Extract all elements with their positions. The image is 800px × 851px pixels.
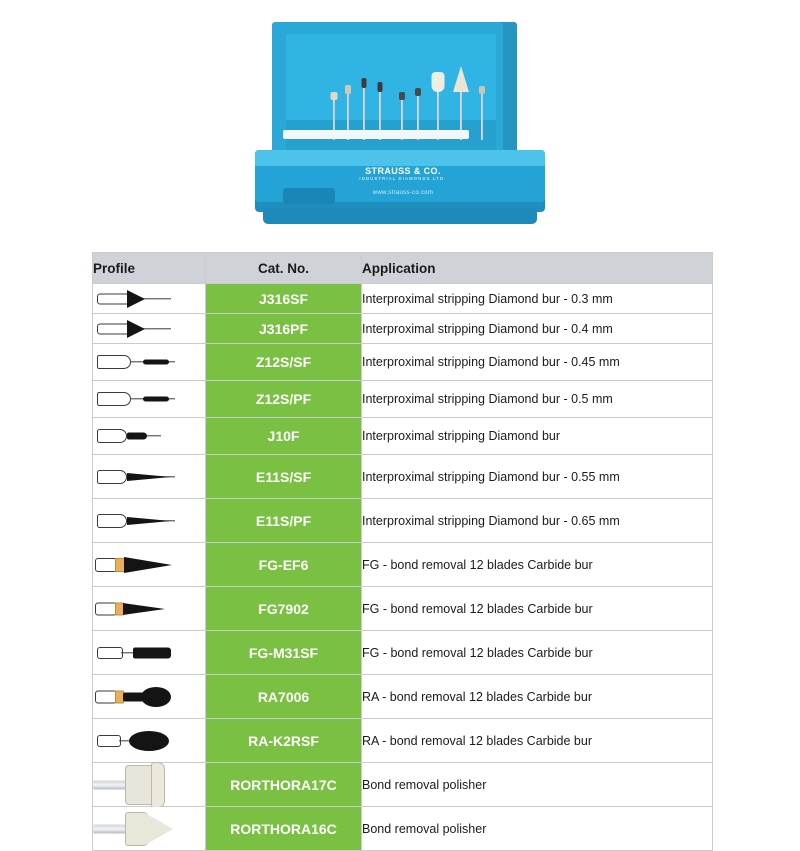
application-cell: RA - bond removal 12 blades Carbide bur xyxy=(362,719,713,763)
brand-logo xyxy=(343,166,463,181)
application-cell: Bond removal polisher xyxy=(362,807,713,851)
table-row xyxy=(93,543,713,587)
table-row xyxy=(93,344,713,381)
table-row xyxy=(93,719,713,763)
profile-cell xyxy=(93,807,206,851)
needle-bur-profile-icon xyxy=(93,381,205,417)
cat-no-cell: RORTHORA17C xyxy=(206,763,362,807)
brand-subtitle: INDUSTRIAL DIAMONDS LTD. xyxy=(359,176,447,181)
bur-group xyxy=(272,22,517,162)
product-table xyxy=(92,252,709,851)
table-row xyxy=(93,675,713,719)
flat-disc-bur-profile-icon xyxy=(93,284,205,313)
table-row xyxy=(93,631,713,675)
fg-taper-carbide-profile-icon xyxy=(93,587,205,630)
column-header-cat-no: Cat. No. xyxy=(206,253,362,284)
profile-cell xyxy=(93,763,206,807)
profile-cell xyxy=(93,543,206,587)
product-image xyxy=(0,0,800,240)
bullet-polisher-profile-icon xyxy=(93,807,205,850)
application-cell: Interproximal stripping Diamond bur - 0.3 mm xyxy=(362,284,713,314)
application-cell: Interproximal stripping Diamond bur - 0.65 mm xyxy=(362,499,713,543)
profile-cell xyxy=(93,499,206,543)
cat-no-cell: E11S/PF xyxy=(206,499,362,543)
ra-oval-carbide-profile-icon xyxy=(93,719,205,762)
application-cell: Interproximal stripping Diamond bur - 0.55 mm xyxy=(362,455,713,499)
cup-polisher-profile-icon xyxy=(93,763,205,806)
column-header-profile: Profile xyxy=(93,253,206,284)
table-row xyxy=(93,381,713,418)
cat-no-cell: J316SF xyxy=(206,284,362,314)
profile-cell xyxy=(93,314,206,344)
cat-no-cell: RA-K2RSF xyxy=(206,719,362,763)
cat-no-cell: FG-EF6 xyxy=(206,543,362,587)
cat-no-cell: Z12S/SF xyxy=(206,344,362,381)
table-header-row xyxy=(93,253,713,284)
application-cell: Interproximal stripping Diamond bur - 0.5 mm xyxy=(362,381,713,418)
application-cell: Interproximal stripping Diamond bur - 0.45 mm xyxy=(362,344,713,381)
long-needle-bur-profile-icon xyxy=(93,455,205,498)
bur-item xyxy=(478,86,486,140)
table-row xyxy=(93,455,713,499)
fg-cylinder-carbide-profile-icon xyxy=(93,631,205,674)
application-cell: Bond removal polisher xyxy=(362,763,713,807)
flat-disc-bur-profile-icon xyxy=(93,314,205,343)
table-row xyxy=(93,499,713,543)
application-cell: Interproximal stripping Diamond bur - 0.4 mm xyxy=(362,314,713,344)
application-cell: FG - bond removal 12 blades Carbide bur xyxy=(362,543,713,587)
table-row xyxy=(93,418,713,455)
table-row xyxy=(93,807,713,851)
column-header-application: Application xyxy=(362,253,713,284)
cat-no-cell: Z12S/PF xyxy=(206,381,362,418)
brand-name: STRAUSS & CO. xyxy=(365,166,441,176)
profile-cell xyxy=(93,675,206,719)
profile-cell xyxy=(93,631,206,675)
bur-kit-block xyxy=(255,22,545,227)
cat-no-cell: E11S/SF xyxy=(206,455,362,499)
table-row xyxy=(93,314,713,344)
kit-hinge xyxy=(283,188,335,204)
kit-front-top-edge xyxy=(255,150,545,166)
cat-no-cell: J10F xyxy=(206,418,362,455)
cat-no-cell: FG-M31SF xyxy=(206,631,362,675)
profile-cell xyxy=(93,284,206,314)
profile-cell xyxy=(93,418,206,455)
table-row xyxy=(93,284,713,314)
profile-cell xyxy=(93,719,206,763)
long-needle-bur-profile-icon xyxy=(93,499,205,542)
profile-cell xyxy=(93,344,206,381)
application-cell: FG - bond removal 12 blades Carbide bur xyxy=(362,587,713,631)
profile-cell xyxy=(93,455,206,499)
table-row xyxy=(93,587,713,631)
cat-no-cell: FG7902 xyxy=(206,587,362,631)
table-row xyxy=(93,763,713,807)
brand-website: www.strauss-co.com xyxy=(372,190,434,196)
application-cell: RA - bond removal 12 blades Carbide bur xyxy=(362,675,713,719)
short-tapered-bur-profile-icon xyxy=(93,418,205,454)
fg-taper-carbide-profile-icon xyxy=(93,543,205,586)
profile-cell xyxy=(93,381,206,418)
cat-no-cell: RORTHORA16C xyxy=(206,807,362,851)
kit-foot xyxy=(263,208,537,224)
needle-bur-profile-icon xyxy=(93,344,205,380)
application-cell: FG - bond removal 12 blades Carbide bur xyxy=(362,631,713,675)
cat-no-cell: RA7006 xyxy=(206,675,362,719)
profile-cell xyxy=(93,587,206,631)
application-cell: Interproximal stripping Diamond bur xyxy=(362,418,713,455)
bur-item xyxy=(454,66,468,140)
ra-egg-carbide-profile-icon xyxy=(93,675,205,718)
cat-no-cell: J316PF xyxy=(206,314,362,344)
bur-holder-strip xyxy=(283,130,469,139)
